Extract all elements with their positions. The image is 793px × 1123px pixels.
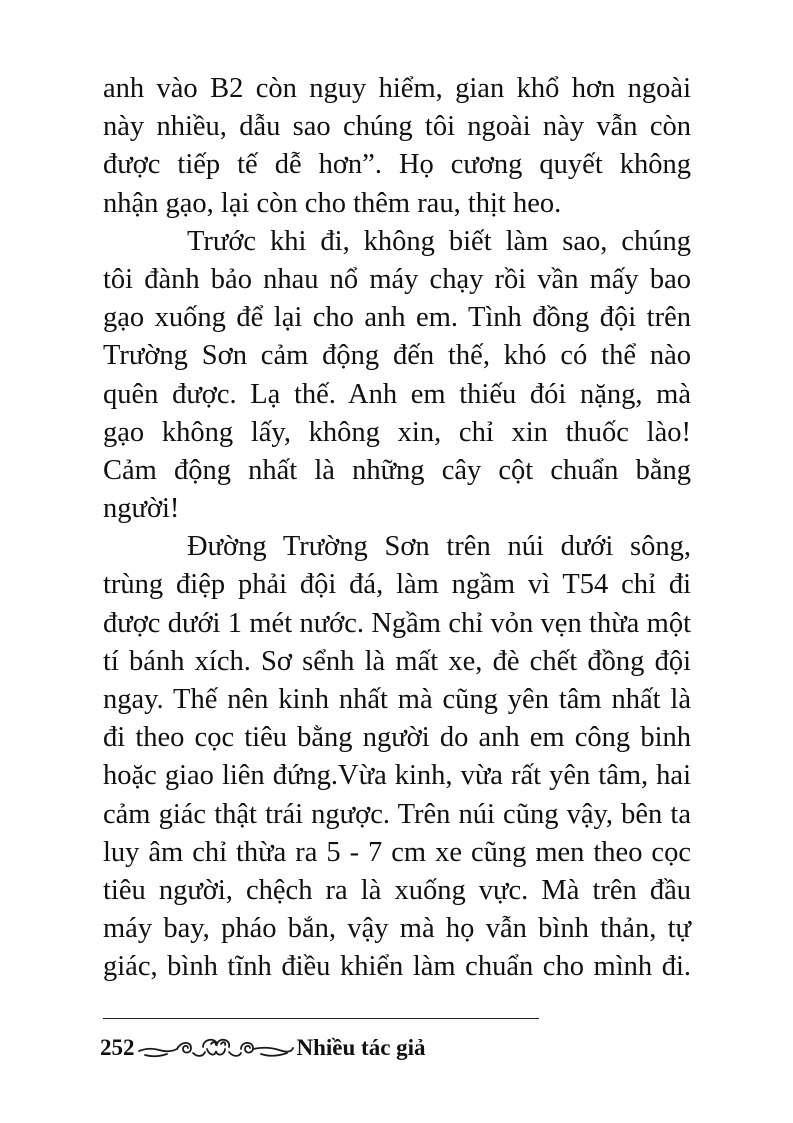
text-line: máy bay, pháo bắn, vậy mà họ vẫn bình thản, tự	[103, 913, 691, 945]
text-line: cảm giác thật trái ngược. Trên núi cũng vậy, bên ta	[103, 798, 691, 830]
text-line: gạo không lấy, không xin, chỉ xin thuốc lào!	[103, 416, 691, 448]
text-line: gạo xuống để lại cho anh em. Tình đồng đội trên	[103, 302, 691, 334]
page-footer	[100, 1030, 426, 1066]
text-line: tí bánh xích. Sơ sểnh là mất xe, đè chết đồng đội	[103, 645, 691, 677]
text-line: ngay. Thế nên kinh nhất mà cũng yên tâm nhất là	[103, 684, 691, 715]
text-line: người!	[103, 493, 180, 525]
text-line: nhận gạo, lại còn cho thêm rau, thịt heo.	[103, 187, 562, 219]
text-line: Đường Trường Sơn trên núi dưới sông,	[187, 531, 691, 563]
text-line: đi theo cọc tiêu bằng người do anh em công binh	[103, 722, 691, 754]
text-line: này nhiều, dẫu sao chúng tôi ngoài này vẫn còn	[103, 111, 691, 143]
text-line: được dưới 1 mét nước. Ngầm chỉ vỏn vẹn thừa một	[103, 607, 691, 639]
text-line: được tiếp tế dễ hơn”. Họ cương quyết không	[103, 149, 691, 181]
text-line: trùng điệp phải đội đá, làm ngầm vì T54 chỉ đi	[103, 569, 691, 601]
text-line: quên được. Lạ thế. Anh em thiếu đói nặng, mà	[103, 378, 691, 410]
text-line: tôi đành bảo nhau nổ máy chạy rồi vần mấy bao	[103, 263, 691, 295]
footer-divider	[103, 1018, 539, 1019]
running-head: Nhiều tác giả	[296, 1035, 426, 1060]
text-line: anh vào B2 còn nguy hiểm, gian khổ hơn ngoài	[103, 73, 691, 104]
text-line: giác, bình tĩnh điều khiển làm chuẩn cho mình đi.	[103, 951, 691, 983]
text-line: Trường Sơn cảm động đến thế, khó có thể nào	[103, 340, 691, 372]
text-line: luy âm chỉ thừa ra 5 - 7 cm xe cũng men theo cọc	[103, 836, 691, 868]
body-text	[103, 70, 691, 987]
text-line: tiêu người, chệch ra là xuống vực. Mà trên đầu	[103, 874, 691, 906]
text-line: hoặc giao liên đứng.Vừa kinh, vừa rất yên tâm, hai	[103, 760, 691, 792]
flourish-ornament-icon	[137, 1033, 295, 1063]
text-line: Cảm động nhất là những cây cột chuẩn bằng	[103, 454, 691, 486]
page-number: 252	[100, 1035, 135, 1060]
text-line: Trước khi đi, không biết làm sao, chúng	[187, 225, 691, 257]
